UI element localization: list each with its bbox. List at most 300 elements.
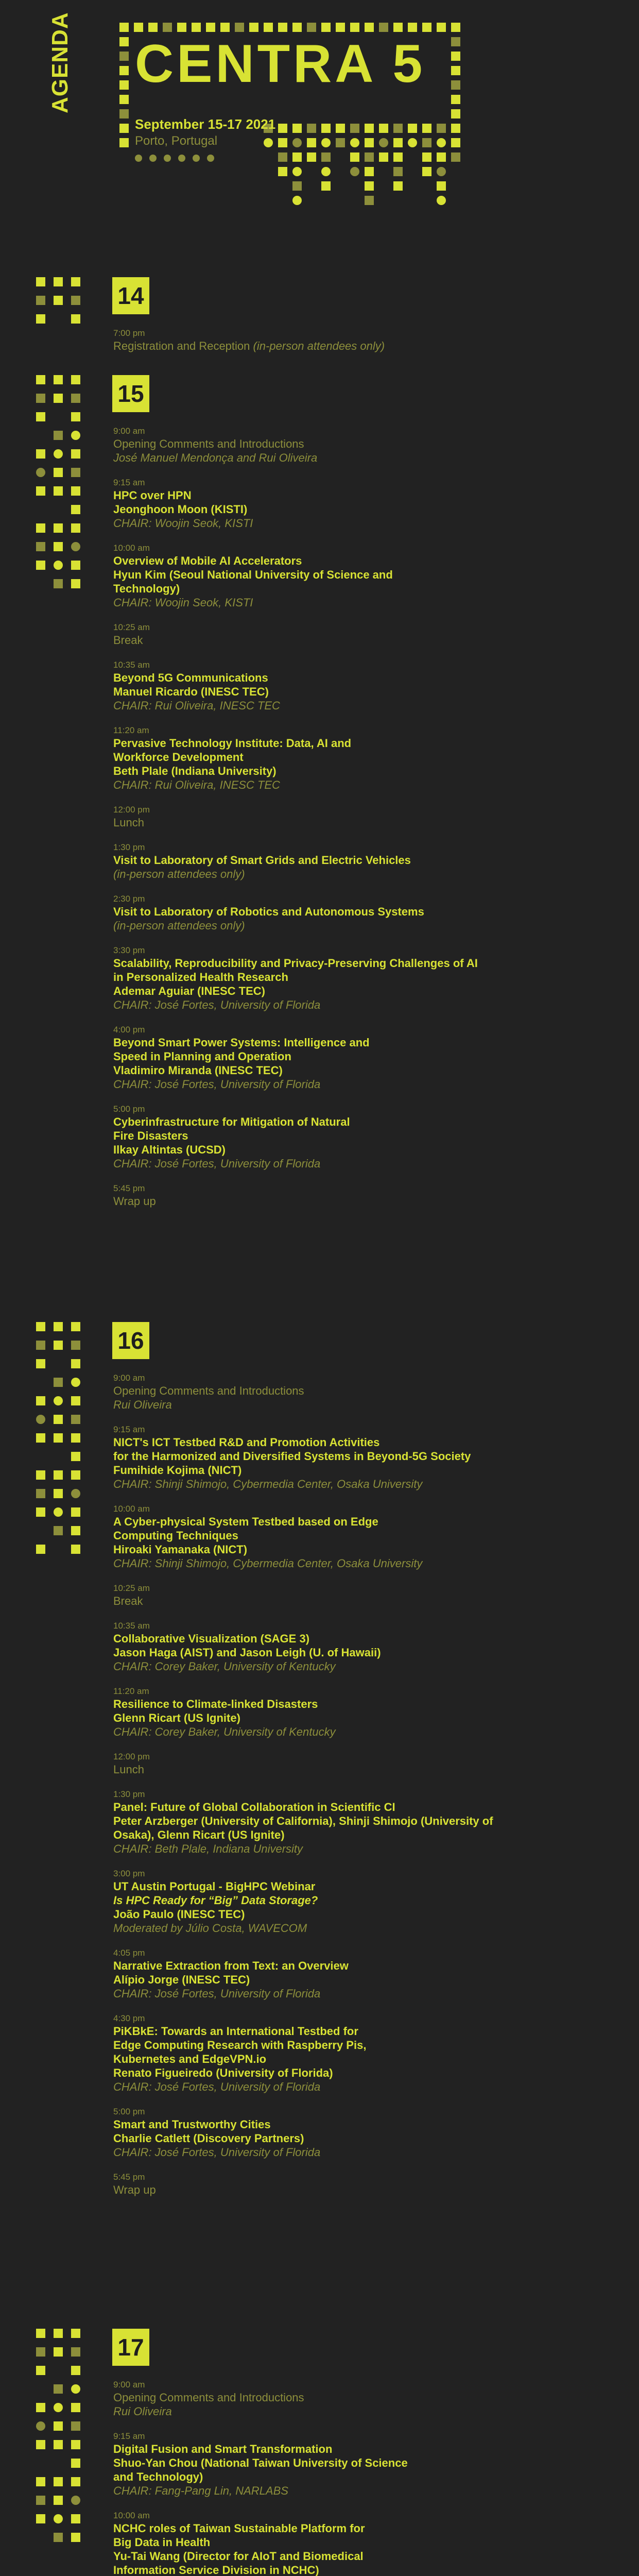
session-item (113, 1424, 608, 1491)
session-lead-text: Lunch (113, 1763, 144, 1776)
session-time: 3:00 pm (113, 1869, 145, 1878)
pattern-square (451, 124, 460, 133)
session-time: 1:30 pm (113, 1789, 145, 1799)
pattern-square (71, 1545, 80, 1554)
pattern-square (54, 277, 63, 286)
session-chair: (in-person attendees only) (113, 868, 245, 880)
session-chair: (in-person attendees only) (113, 919, 245, 932)
pattern-square (54, 2421, 63, 2431)
pattern-square (71, 1322, 80, 1331)
session-title: Cyberinfrastructure for Mitigation of Natural Fire Disasters (113, 1115, 350, 1142)
session-item (113, 1789, 608, 1856)
pattern-square (54, 449, 63, 459)
pattern-square (393, 152, 403, 162)
pattern-square (36, 1359, 45, 1368)
session-chair: CHAIR: Fang-Pang Lin, NARLABS (113, 2484, 288, 2497)
pattern-square (54, 1415, 63, 1424)
day-dot-pattern (36, 1322, 98, 1573)
session-lead-text: Opening Comments and Introductions (113, 437, 304, 450)
pattern-square (71, 1526, 80, 1535)
pattern-square (54, 2347, 63, 2357)
session-title: Collaborative Visualization (SAGE 3) (113, 1632, 310, 1645)
pattern-square (71, 2421, 80, 2431)
pattern-square (264, 138, 273, 147)
day-number-badge: 16 (112, 1322, 149, 1359)
session-speaker: Hiroaki Yamanaka (NICT) (113, 1543, 248, 1556)
pattern-square (71, 449, 80, 459)
pattern-square (264, 23, 273, 32)
session-speaker: Jeonghoon Moon (KISTI) (113, 503, 248, 516)
pattern-square (321, 152, 331, 162)
pattern-square (206, 23, 215, 32)
pattern-square (350, 124, 359, 133)
session-item (113, 725, 608, 792)
pattern-square (119, 80, 129, 90)
pattern-square (36, 2403, 45, 2412)
pattern-square (54, 296, 63, 305)
pattern-square (278, 138, 287, 147)
session-title: Overview of Mobile AI Accelerators (113, 554, 302, 567)
session-chair: CHAIR: Woojin Seok, KISTI (113, 596, 253, 609)
pattern-square (36, 2347, 45, 2357)
pattern-square (422, 23, 431, 32)
pattern-square (71, 1433, 80, 1443)
session-chair: José Manuel Mendonça and Rui Oliveira (113, 451, 318, 464)
session-chair: CHAIR: Shinji Shimojo, Cybermedia Center, Osaka University (113, 1557, 423, 1570)
session-chair: CHAIR: José Fortes, University of Florida (113, 1078, 321, 1091)
session-speaker: Ademar Aguiar (INESC TEC) (113, 985, 266, 997)
pattern-square (71, 505, 80, 514)
session-chair: CHAIR: Rui Oliveira, INESC TEC (113, 778, 280, 791)
session-lead (113, 816, 608, 829)
pattern-square (71, 277, 80, 286)
pattern-square (36, 2329, 45, 2338)
pattern-square (71, 542, 80, 551)
pattern-square (54, 468, 63, 477)
session-item (113, 659, 608, 713)
pattern-square (54, 375, 63, 384)
pattern-square (119, 124, 129, 133)
pattern-square (71, 296, 80, 305)
pattern-square (437, 196, 446, 205)
pattern-square (71, 1359, 80, 1368)
pattern-square (365, 181, 374, 191)
pattern-square (71, 1396, 80, 1405)
session-time: 7:00 pm (113, 328, 145, 338)
session-list (113, 328, 608, 365)
day-dot-pattern (36, 375, 98, 608)
session-lead-text: Registration and Reception (113, 340, 250, 352)
session-speaker: João Paulo (INESC TEC) (113, 1908, 245, 1921)
session-lead (113, 1762, 608, 1776)
session-item (113, 2013, 608, 2094)
pattern-square (408, 138, 417, 147)
session-item (113, 1751, 608, 1776)
pattern-square (365, 23, 374, 32)
pattern-square (278, 124, 287, 133)
session-item (113, 1372, 608, 1412)
pattern-square (321, 167, 331, 176)
session-title: Digital Fusion and Smart Transformation (113, 2443, 333, 2455)
session-chair: CHAIR: José Fortes, University of Florida (113, 1987, 321, 2000)
pattern-square (71, 1507, 80, 1517)
session-lead-text: Opening Comments and Introductions (113, 1384, 304, 1397)
pattern-circle (135, 155, 142, 162)
session-lead (113, 2183, 608, 2197)
pattern-circle (207, 155, 214, 162)
pattern-square (71, 1452, 80, 1461)
pattern-square (36, 2477, 45, 2486)
session-item (113, 1947, 608, 2001)
session-item (113, 804, 608, 829)
session-time: 10:35 am (113, 660, 150, 670)
pattern-square (36, 1470, 45, 1480)
session-time: 9:15 am (113, 1425, 145, 1434)
pattern-square (54, 1341, 63, 1350)
pattern-square (134, 23, 143, 32)
pattern-square (249, 23, 258, 32)
session-chair: CHAIR: Corey Baker, University of Kentucky (113, 1725, 336, 1738)
pattern-square (54, 542, 63, 551)
session-item (113, 2510, 608, 2576)
session-chair: CHAIR: Shinji Shimojo, Cybermedia Center, Osaka University (113, 1478, 423, 1490)
session-item (113, 1868, 608, 1935)
pattern-square (235, 23, 244, 32)
session-title: Panel: Future of Global Collaboration in Scientific CI (113, 1801, 395, 1814)
pattern-square (365, 196, 374, 205)
pattern-square (54, 486, 63, 496)
pattern-square (422, 152, 431, 162)
pattern-square (437, 167, 446, 176)
pattern-square (278, 167, 287, 176)
pattern-square (148, 23, 158, 32)
pattern-square (71, 561, 80, 570)
pattern-square (36, 1489, 45, 1498)
pattern-circle (178, 155, 185, 162)
session-speaker: Ilkay Altintas (UCSD) (113, 1143, 226, 1156)
session-title: NCHC roles of Taiwan Sustainable Platform for Big Data in Health (113, 2522, 365, 2549)
pattern-square (36, 449, 45, 459)
session-time: 5:00 pm (113, 1104, 145, 1114)
session-item (113, 1024, 608, 1091)
pattern-square (451, 66, 460, 75)
pattern-square (71, 2366, 80, 2375)
pattern-square (54, 579, 63, 588)
pattern-square (54, 2329, 63, 2338)
session-speaker: Hyun Kim (Seoul National University of Science and Technology) (113, 568, 393, 595)
pattern-square (36, 523, 45, 533)
session-time: 9:00 am (113, 426, 145, 436)
session-title: Visit to Laboratory of Robotics and Autonomous Systems (113, 905, 424, 918)
session-item (113, 1620, 608, 1673)
pattern-square (71, 2440, 80, 2449)
session-title: Narrative Extraction from Text: an Overview (113, 1959, 349, 1972)
pattern-square (119, 109, 129, 118)
pattern-square (36, 1545, 45, 1554)
pattern-square (36, 2496, 45, 2505)
session-speaker: Renato Figueiredo (University of Florida) (113, 2066, 333, 2079)
session-item (113, 893, 608, 933)
session-time: 3:30 pm (113, 945, 145, 955)
pattern-square (336, 23, 345, 32)
pattern-square (321, 23, 331, 32)
session-time: 12:00 pm (113, 805, 150, 815)
session-list (113, 1372, 608, 2209)
pattern-square (437, 23, 446, 32)
session-item (113, 622, 608, 647)
pattern-square (422, 124, 431, 133)
pattern-square (437, 124, 446, 133)
pattern-square (54, 2533, 63, 2542)
session-chair: CHAIR: Woojin Seok, KISTI (113, 517, 253, 530)
event-location: Porto, Portugal (135, 134, 218, 148)
pattern-square (408, 124, 417, 133)
pattern-square (451, 152, 460, 162)
session-speaker: Jason Haga (AIST) and Jason Leigh (U. of Hawaii) (113, 1646, 381, 1659)
pattern-square (71, 579, 80, 588)
pattern-square (437, 181, 446, 191)
pattern-square (451, 138, 460, 147)
pattern-square (350, 167, 359, 176)
session-chair: Rui Oliveira (113, 2405, 172, 2418)
session-speaker: Charlie Catlett (Discovery Partners) (113, 2132, 304, 2145)
pattern-square (350, 23, 359, 32)
pattern-square (54, 1526, 63, 1535)
pattern-square (71, 375, 80, 384)
session-speaker: Fumihide Kojima (NICT) (113, 1464, 242, 1477)
pattern-square (408, 23, 417, 32)
pattern-square (451, 80, 460, 90)
pattern-square (393, 138, 403, 147)
event-dates: September 15-17 2021 (135, 116, 276, 132)
pattern-square (71, 1341, 80, 1350)
session-item (113, 328, 608, 353)
pattern-square (71, 1378, 80, 1387)
session-item (113, 426, 608, 465)
session-time: 11:20 am (113, 1686, 149, 1696)
pattern-square (71, 314, 80, 324)
session-title: Beyond 5G Communications (113, 671, 268, 684)
pattern-square (307, 23, 316, 32)
session-title: A Cyber-physical System Testbed based on Edge Computing Techniques (113, 1515, 378, 1542)
pattern-square (307, 152, 316, 162)
pattern-square (336, 124, 345, 133)
pattern-square (36, 277, 45, 286)
session-time: 10:00 am (113, 543, 150, 553)
pattern-square (379, 23, 388, 32)
pattern-square (292, 152, 302, 162)
session-subtitle: Is HPC Ready for “Big” Data Storage? (113, 1894, 318, 1907)
pattern-square (119, 66, 129, 75)
pattern-square (36, 2366, 45, 2375)
pattern-square (36, 486, 45, 496)
session-time: 4:05 pm (113, 1948, 145, 1958)
session-lead-text: Break (113, 634, 143, 647)
session-item (113, 1583, 608, 1608)
session-time: 9:00 am (113, 2380, 145, 2389)
session-lead (113, 633, 608, 647)
pattern-square (451, 95, 460, 104)
session-lead-text: Lunch (113, 816, 144, 829)
pattern-square (292, 23, 302, 32)
pattern-square (336, 138, 345, 147)
pattern-square (163, 23, 172, 32)
pattern-square (54, 1322, 63, 1331)
pattern-square (321, 181, 331, 191)
pattern-square (71, 468, 80, 477)
pattern-square (321, 138, 331, 147)
pattern-square (36, 2421, 45, 2431)
pattern-square (177, 23, 186, 32)
pattern-square (54, 1470, 63, 1480)
session-lead (113, 1194, 608, 1208)
pattern-square (307, 124, 316, 133)
pattern-circle (164, 155, 171, 162)
pattern-square (71, 2329, 80, 2338)
pattern-square (54, 523, 63, 533)
pattern-square (36, 394, 45, 403)
pattern-square (71, 2384, 80, 2394)
pattern-square (292, 124, 302, 133)
pattern-square (36, 1415, 45, 1424)
pattern-square (292, 138, 302, 147)
session-speaker: Manuel Ricardo (INESC TEC) (113, 685, 269, 698)
session-speaker: Peter Arzberger (University of California), Shinji Shimojo (University of Osaka), Glenn Ricart (US Ignite) (113, 1815, 493, 1841)
session-time: 10:35 am (113, 1621, 150, 1631)
pattern-square (36, 468, 45, 477)
agenda-label: AGENDA (47, 12, 73, 113)
session-time: 1:30 pm (113, 842, 145, 852)
pattern-square (36, 2440, 45, 2449)
pattern-square (71, 431, 80, 440)
day-number-badge: 15 (112, 375, 149, 412)
pattern-square (71, 1489, 80, 1498)
pattern-square (71, 2533, 80, 2542)
day-number-badge: 14 (112, 277, 149, 314)
pattern-square (365, 138, 374, 147)
pattern-square (71, 523, 80, 533)
pattern-square (278, 152, 287, 162)
session-item (113, 477, 608, 530)
pattern-square (379, 138, 388, 147)
session-time: 2:30 pm (113, 894, 145, 904)
pattern-square (36, 296, 45, 305)
session-time: 10:00 am (113, 2511, 150, 2520)
session-speaker: Beth Plale (Indiana University) (113, 765, 277, 777)
pattern-square (365, 167, 374, 176)
session-chair: CHAIR: Corey Baker, University of Kentucky (113, 1660, 336, 1673)
session-title: Visit to Laboratory of Smart Grids and Electric Vehicles (113, 854, 411, 867)
pattern-square (278, 23, 287, 32)
session-time: 9:15 am (113, 2431, 145, 2441)
session-speaker: Yu-Tai Wang (Director for AIoT and Biomedical Information Service Division in NCHC) (113, 2550, 364, 2576)
pattern-square (192, 23, 201, 32)
session-lead (113, 2391, 608, 2404)
pattern-square (321, 124, 331, 133)
pattern-square (292, 196, 302, 205)
session-chair: CHAIR: José Fortes, University of Florida (113, 998, 321, 1011)
session-speaker: Glenn Ricart (US Ignite) (113, 1711, 240, 1724)
pattern-square (365, 152, 374, 162)
pattern-square (54, 1507, 63, 1517)
session-title: NICT's ICT Testbed R&D and Promotion Activities for the Harmonized and Diversified Systems in Beyond-5G Society (113, 1436, 471, 1463)
pattern-circle (149, 155, 157, 162)
pattern-square (54, 2384, 63, 2394)
pattern-square (451, 52, 460, 61)
session-item (113, 2172, 608, 2197)
session-time: 4:30 pm (113, 2013, 145, 2023)
pattern-square (71, 486, 80, 496)
session-lead-text: Opening Comments and Introductions (113, 2391, 304, 2404)
day-dot-pattern (36, 2329, 98, 2562)
session-chair: CHAIR: José Fortes, University of Florida (113, 2080, 321, 2093)
pattern-square (54, 2403, 63, 2412)
pattern-square (36, 1433, 45, 1443)
pattern-square (350, 152, 359, 162)
pattern-square (119, 95, 129, 104)
session-item (113, 1104, 608, 1171)
pattern-square (54, 2514, 63, 2523)
pattern-square (119, 52, 129, 61)
pattern-square (451, 23, 460, 32)
pattern-square (36, 1396, 45, 1405)
session-item (113, 2431, 608, 2498)
session-title: Smart and Trustworthy Cities (113, 2118, 271, 2131)
session-time: 5:45 pm (113, 2172, 145, 2182)
pattern-square (71, 394, 80, 403)
session-item (113, 2106, 608, 2159)
pattern-square (36, 412, 45, 421)
session-lead (113, 1594, 608, 1608)
session-time: 9:00 am (113, 1373, 145, 1383)
session-item (113, 543, 608, 609)
pattern-square (54, 2440, 63, 2449)
session-item (113, 1183, 608, 1208)
pattern-square (54, 1433, 63, 1443)
session-lead (113, 339, 608, 353)
pattern-square (54, 1378, 63, 1387)
pattern-square (36, 314, 45, 324)
session-time: 12:00 pm (113, 1752, 150, 1761)
pattern-circle (193, 155, 200, 162)
pattern-square (437, 138, 446, 147)
session-list (113, 2379, 608, 2576)
pattern-square (71, 2514, 80, 2523)
pattern-square (54, 2477, 63, 2486)
pattern-square (36, 1322, 45, 1331)
session-lead-text: Wrap up (113, 2183, 156, 2196)
pattern-square (71, 2477, 80, 2486)
pattern-square (393, 181, 403, 191)
session-speaker: Alípio Jorge (INESC TEC) (113, 1973, 250, 1986)
pattern-square (36, 1507, 45, 1517)
session-title: HPC over HPN (113, 489, 192, 502)
session-title: Resilience to Climate-linked Disasters (113, 1698, 318, 1710)
session-time: 4:00 pm (113, 1025, 145, 1035)
pattern-square (54, 394, 63, 403)
pattern-square (307, 138, 316, 147)
session-item (113, 2379, 608, 2418)
session-lead (113, 1384, 608, 1398)
pattern-square (71, 1415, 80, 1424)
pattern-square (393, 124, 403, 133)
pattern-square (292, 181, 302, 191)
session-title: UT Austin Portugal - BigHPC Webinar (113, 1880, 316, 1893)
session-time: 10:00 am (113, 1504, 150, 1514)
session-item (113, 945, 608, 1012)
pattern-square (379, 152, 388, 162)
session-time: 10:25 am (113, 622, 150, 632)
